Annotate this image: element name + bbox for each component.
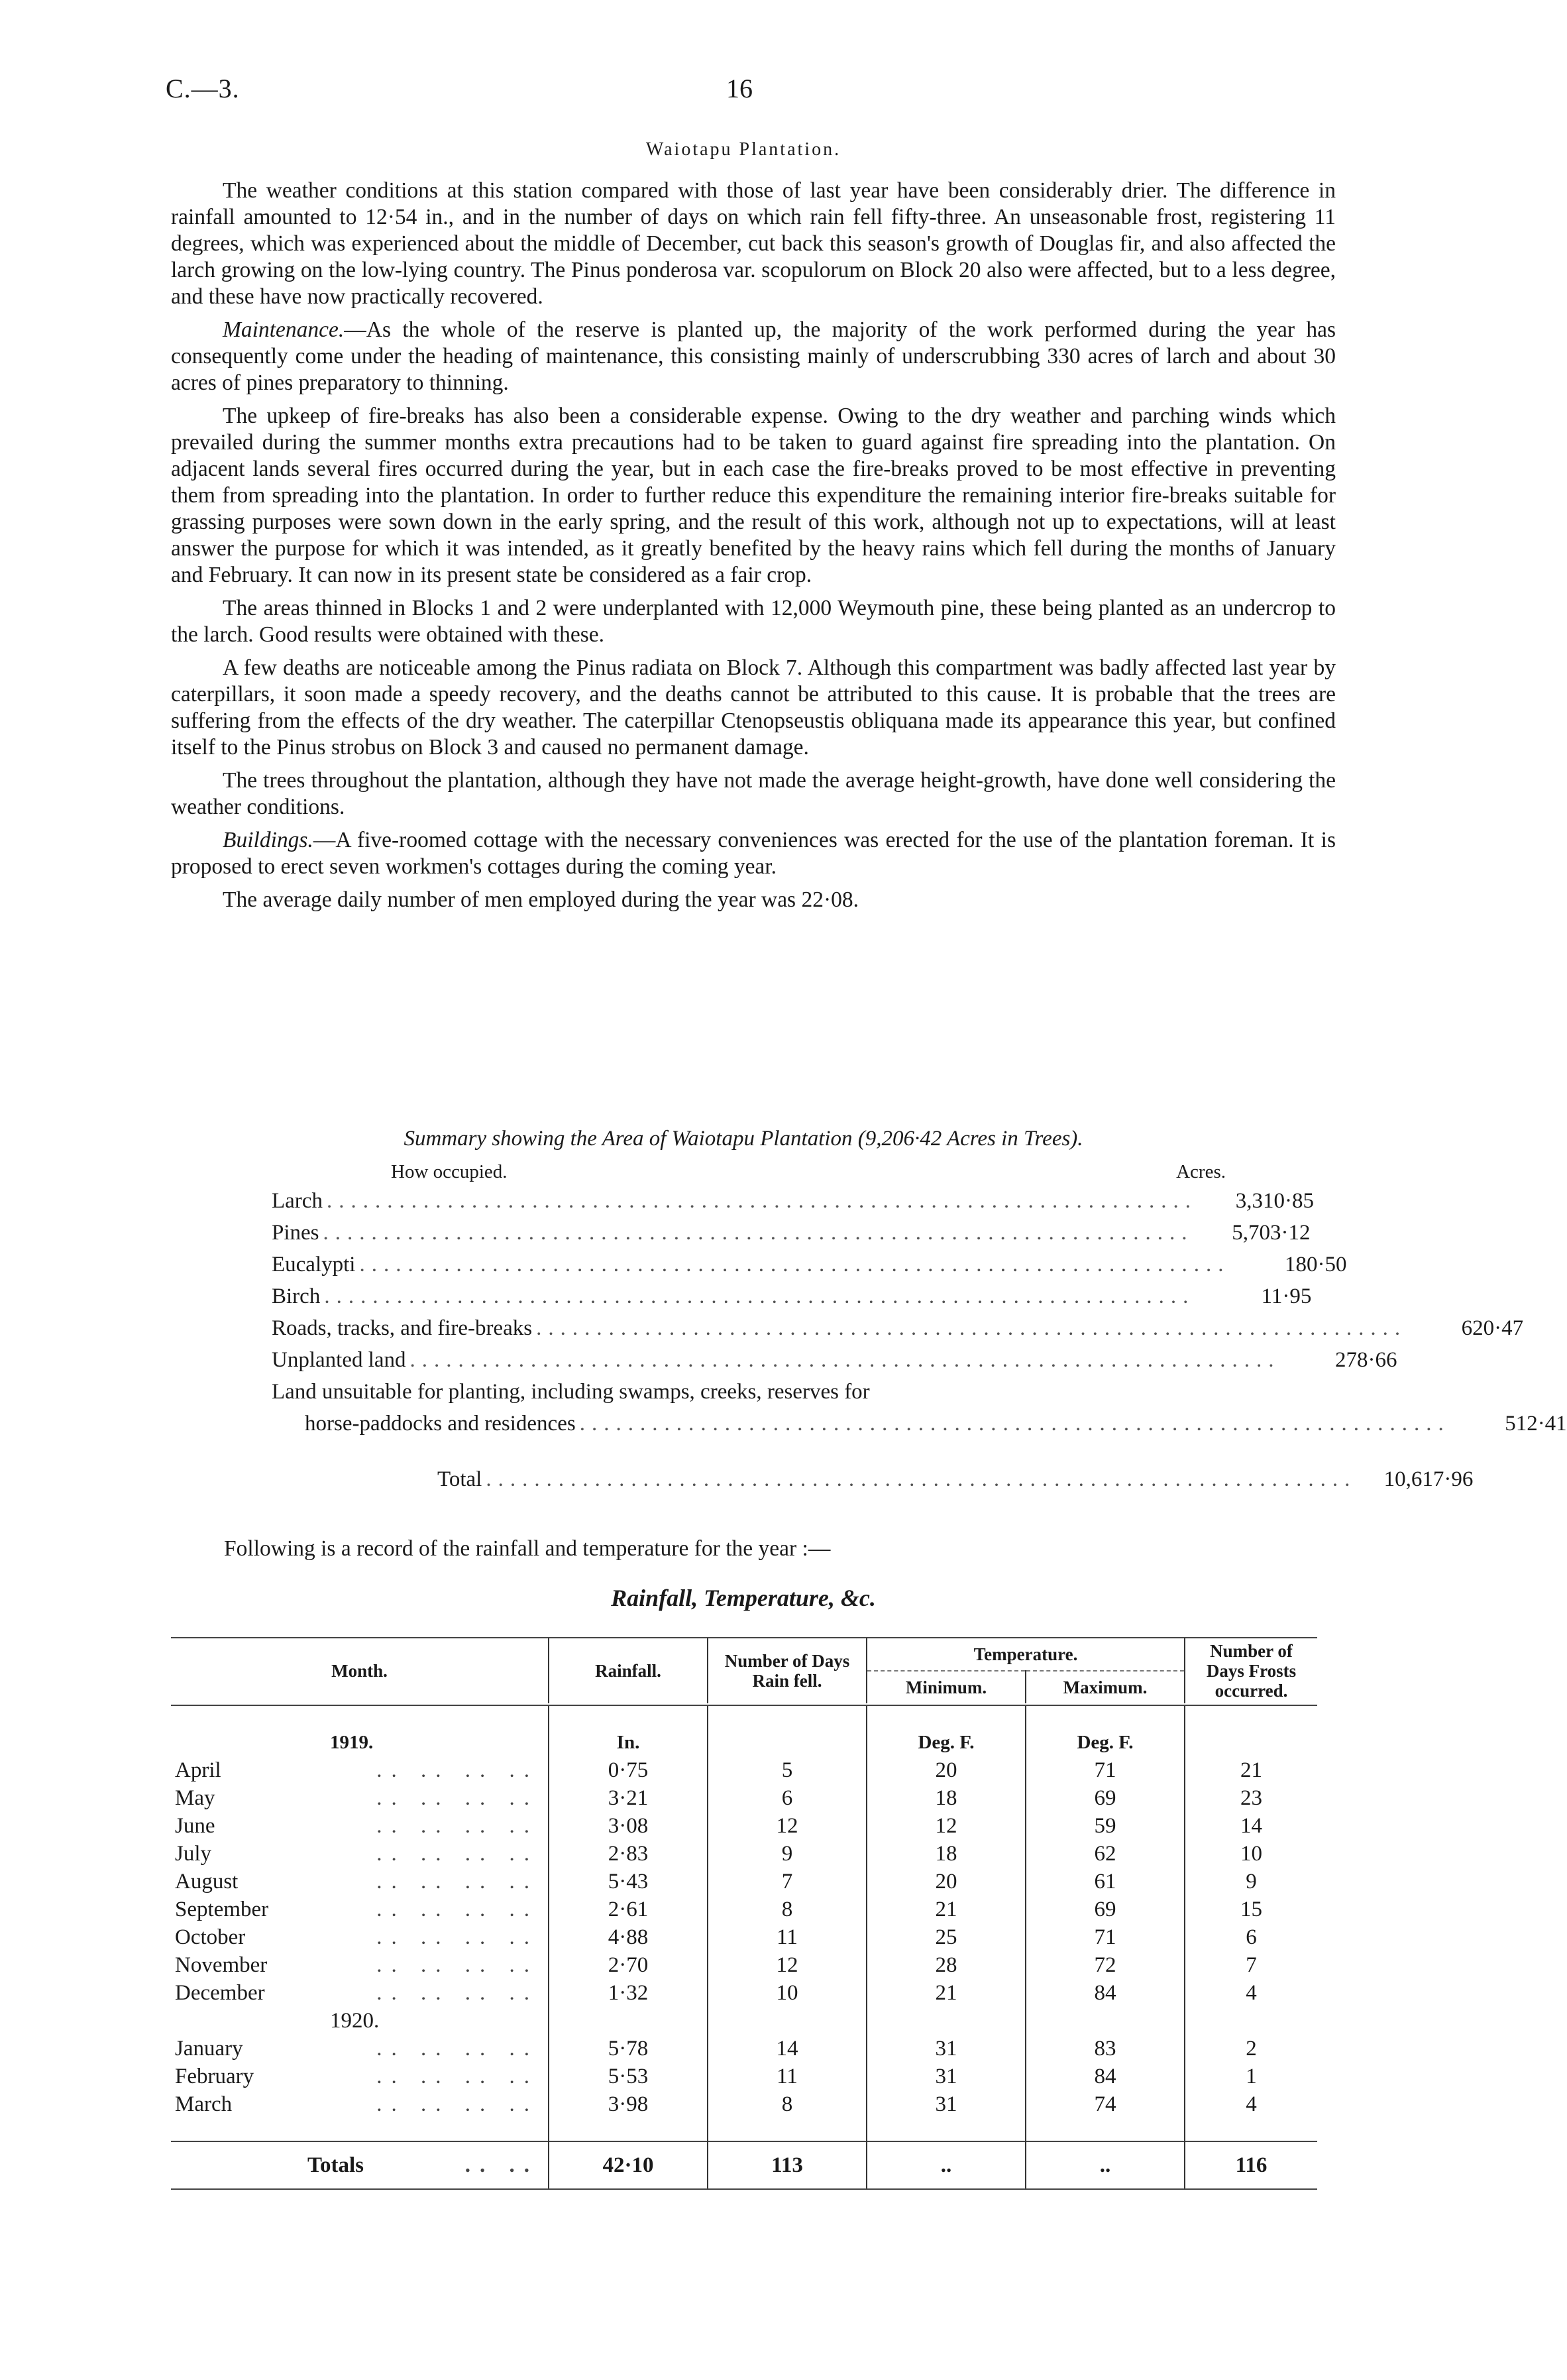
month-label: January (175, 2037, 243, 2061)
max-temp-cell: 61 (1026, 1868, 1185, 1896)
rain-days-cell: 14 (708, 2035, 867, 2063)
min-temp-header: Minimum. (867, 1671, 1026, 1703)
body-paragraph (171, 767, 1336, 821)
summary-row (272, 1312, 1524, 1344)
table-row (171, 1812, 1317, 1840)
total-frosts: 116 (1185, 2141, 1317, 2189)
max-temp-cell: 84 (1026, 1979, 1185, 2007)
min-temp-cell: 28 (867, 1951, 1026, 1979)
summary-row-value: 5,703·12 (1232, 1221, 1311, 1245)
paragraph-text: —A five-roomed cottage with the necessary conveniences was erected for the use of the plantation foreman. It is proposed to erect seven workmen's cottages during the coming year. (171, 828, 1336, 879)
summary-row-value: 3,310·85 (1235, 1189, 1314, 1213)
summary-row (272, 1249, 1347, 1280)
total-min: .. (867, 2141, 1026, 2189)
max-temp-cell: 71 (1026, 1756, 1185, 1784)
area-summary-table (272, 1159, 1567, 1495)
paragraph-text: The average daily number of men employed during the year was 22·08. (223, 887, 859, 912)
summary-row (272, 1217, 1311, 1249)
paragraph-lead: Maintenance. (223, 317, 345, 342)
summary-row-label: Birch (272, 1284, 321, 1308)
rainfall-cell: 2·61 (549, 1896, 708, 1923)
totals-label: Totals (307, 2153, 364, 2177)
body-paragraph (171, 595, 1336, 648)
max-temp-cell: 72 (1026, 1951, 1185, 1979)
leader-dots: .. .. .. .. (376, 1814, 539, 1838)
min-temp-cell: 31 (867, 2090, 1026, 2118)
table-row (171, 2063, 1317, 2090)
max-temp-cell: 84 (1026, 2063, 1185, 2090)
section-title: Waiotapu Plantation. (645, 139, 841, 160)
table-row (171, 1979, 1317, 2007)
frosts-cell: 7 (1185, 1951, 1317, 1979)
rainfall-cell: 5·78 (549, 2035, 708, 2063)
paragraph-text: The weather conditions at this station compared with those of last year have been considerably drier. The difference in rainfall amounted to 12·54 in., and in the number of days on which rain fell fifty-three. An unseasonable frost, registering 11 degrees, which was experienced about the middle of December, cut back this season's growth of Douglas fir, and also affected the larch growing on the low-lying country. The Pinus ponderosa var. scopulorum on Block 20 also were affected, but to a less degree, and these have now practically recovered. (171, 178, 1336, 309)
leader-dots: ........................................................................ (486, 1467, 1357, 1491)
paragraph-text: The upkeep of fire-breaks has also been a considerable expense. Owing to the dry weather and parching winds which prevailed during the summer months extra precautions had to be taken to guard against fire spreading into the plantation. On adjacent lands several fires occurred during the year, but in each case the fire-breaks proved to be most effective in preventing them from spreading into the plantation. In order to further reduce this expenditure the remaining interior fire-breaks suitable for grassing purposes were sown down in the early spring, and the result of this work, although not up to expectations, will at least answer the purpose for which it was intended, as it greatly benefited by the heavy rains which fell during the months of January and February. It can now in its present state be considered as a fair crop. (171, 404, 1336, 587)
leader-dots: .. .. .. .. (376, 2065, 539, 2088)
leader-dots: .. .. .. .. (376, 1758, 539, 1782)
body-paragraph (171, 403, 1336, 589)
body-paragraph (171, 317, 1336, 396)
total-max: .. (1026, 2141, 1185, 2189)
report-reference: C.—3. (166, 74, 240, 103)
summary-row-label: Pines (272, 1221, 319, 1245)
summary-row-label: Roads, tracks, and fire-breaks (272, 1316, 533, 1340)
summary-row (272, 1280, 1312, 1312)
summary-header (272, 1159, 1226, 1185)
paragraph-text: The areas thinned in Blocks 1 and 2 were underplanted with 12,000 Weymouth pine, these being planted as an undercrop to the larch. Good results were obtained with these. (171, 596, 1336, 647)
max-temp-cell: 69 (1026, 1784, 1185, 1812)
leader-dots: .. .. .. .. (376, 1842, 539, 1866)
frosts-cell: 2 (1185, 2035, 1317, 2063)
leader-dots: .. .. .. .. (376, 1786, 539, 1810)
rainfall-cell: 3·98 (549, 2090, 708, 2118)
summary-rows (272, 1185, 1524, 1376)
max-temp-cell: 71 (1026, 1923, 1185, 1951)
table-row (171, 2090, 1317, 2118)
summary-label-header: How occupied. (391, 1161, 508, 1182)
rainfall-unit: In. (549, 1728, 708, 1756)
leader-dots: ........................................................................ (536, 1316, 1407, 1340)
rain-days-cell: 7 (708, 1868, 867, 1896)
rain-days-cell: 11 (708, 2063, 867, 2090)
table-row (171, 1896, 1317, 1923)
summary-row-label: horse-paddocks and residences (305, 1412, 576, 1436)
max-temp-cell: 59 (1026, 1812, 1185, 1840)
summary-total-value: 10,617·96 (1383, 1467, 1474, 1491)
year-label: 1919. (330, 1732, 374, 1753)
summary-value-header: Acres. (1176, 1161, 1226, 1182)
frosts-cell: 21 (1185, 1756, 1317, 1784)
paragraph-lead: Buildings. (223, 828, 313, 852)
month-cell (171, 2035, 549, 2063)
month-label: May (175, 1786, 215, 1810)
month-header: Month. (171, 1638, 549, 1703)
max-temp-cell: 62 (1026, 1840, 1185, 1868)
month-label: October (175, 1925, 246, 1949)
summary-row-value: 180·50 (1284, 1253, 1347, 1276)
rain-days-cell: 5 (708, 1756, 867, 1784)
leader-dots: .. .. .. .. (376, 1981, 539, 2005)
temperature-header: Temperature. (867, 1638, 1185, 1671)
frosts-header: Number of Days Frosts occurred. (1185, 1638, 1317, 1703)
frosts-cell: 15 (1185, 1896, 1317, 1923)
page-number: 16 (726, 74, 753, 103)
leader-dots: .. .. .. .. (376, 1870, 539, 1894)
leader-dots: .. .. .. .. (376, 2037, 539, 2061)
rain-days-cell: 8 (708, 1896, 867, 1923)
leader-dots: ........................................................................ (324, 1284, 1195, 1308)
leader-dots: .. .. .. .. (376, 1925, 539, 1949)
month-label: June (175, 1814, 215, 1838)
rainfall-intro: Following is a record of the rainfall and temperature for the year :— (224, 1536, 831, 1561)
leader-dots: ........................................................................ (359, 1253, 1230, 1276)
summary-caption: Summary showing the Area of Waiotapu Plantation (9,206·42 Acres in Trees). (404, 1127, 1083, 1151)
max-unit: Deg. F. (1026, 1728, 1185, 1756)
total-rainfall: 42·10 (549, 2141, 708, 2189)
min-temp-cell: 20 (867, 1868, 1026, 1896)
summary-row (272, 1344, 1397, 1376)
rainfall-cell: 1·32 (549, 1979, 708, 2007)
report-body (171, 178, 1336, 913)
rain-days-header: Number of Days Rain fell. (708, 1638, 867, 1703)
rainfall-cell: 3·21 (549, 1784, 708, 1812)
summary-row (272, 1185, 1314, 1217)
rain-days-cell: 10 (708, 1979, 867, 2007)
paragraph-text: —As the whole of the reserve is planted up, the majority of the work performed during the year has consequently come under the heading of maintenance, this consisting mainly of underscrubbing 330 acres of larch and about 30 acres of pines preparatory to thinning. (171, 317, 1336, 395)
summary-row-value: 512·41 (1505, 1412, 1567, 1436)
body-paragraph (171, 827, 1336, 880)
month-label: December (175, 1981, 265, 2005)
rain-days-cell: 12 (708, 1951, 867, 1979)
month-cell (171, 1951, 549, 1979)
total-rain-days: 113 (708, 2141, 867, 2189)
summary-total-row (272, 1463, 1474, 1495)
totals-label-cell (171, 2141, 549, 2189)
rainfall-cell: 5·43 (549, 1868, 708, 1896)
table-row (171, 1840, 1317, 1868)
month-cell (171, 1812, 549, 1840)
frosts-cell: 4 (1185, 1979, 1317, 2007)
table-row (171, 1951, 1317, 1979)
month-cell (171, 1868, 549, 1896)
rain-days-cell: 6 (708, 1784, 867, 1812)
min-temp-cell: 12 (867, 1812, 1026, 1840)
summary-row-label: Unplanted land (272, 1348, 406, 1372)
leader-dots: .. .. .. .. (376, 2092, 539, 2116)
month-label: July (175, 1842, 212, 1866)
month-cell (171, 1979, 549, 2007)
body-paragraph (171, 178, 1336, 310)
frosts-cell: 23 (1185, 1784, 1317, 1812)
summary-row-value: 11·95 (1261, 1284, 1312, 1308)
min-temp-cell: 21 (867, 1896, 1026, 1923)
max-temp-cell: 74 (1026, 2090, 1185, 2118)
rainfall-cell: 5·53 (549, 2063, 708, 2090)
summary-total-label: Total (437, 1467, 482, 1491)
year-row (171, 2007, 1317, 2035)
min-temp-cell: 20 (867, 1756, 1026, 1784)
min-temp-cell: 31 (867, 2063, 1026, 2090)
min-temp-cell: 18 (867, 1840, 1026, 1868)
month-label: March (175, 2092, 233, 2116)
leader-dots: ........................................................................ (579, 1412, 1450, 1436)
month-cell (171, 1756, 549, 1784)
min-temp-cell: 31 (867, 2035, 1026, 2063)
body-paragraph (171, 655, 1336, 761)
table-row (171, 1756, 1317, 1784)
month-label: August (175, 1870, 239, 1894)
rain-days-cell: 8 (708, 2090, 867, 2118)
leader-dots: ........................................................................ (409, 1348, 1281, 1372)
month-label: November (175, 1953, 268, 1977)
month-cell (171, 2063, 549, 2090)
max-temp-cell: 69 (1026, 1896, 1185, 1923)
min-temp-cell: 18 (867, 1784, 1026, 1812)
rainfall-cell: 4·88 (549, 1923, 708, 1951)
min-unit: Deg. F. (867, 1728, 1026, 1756)
rain-days-cell: 9 (708, 1840, 867, 1868)
summary-row-value: 278·66 (1335, 1348, 1397, 1372)
month-label: April (175, 1758, 221, 1782)
month-cell (171, 1840, 549, 1868)
totals-row (171, 2141, 1317, 2189)
summary-row (272, 1376, 1226, 1408)
leader-dots: .. .. .. .. (376, 1898, 539, 1921)
min-temp-cell: 21 (867, 1979, 1026, 2007)
leader-dots: ........................................................................ (323, 1221, 1194, 1245)
month-cell (171, 1896, 549, 1923)
month-label: September (175, 1898, 269, 1921)
summary-row-value: 620·47 (1461, 1316, 1524, 1340)
frosts-cell: 14 (1185, 1812, 1317, 1840)
rainfall-header: Rainfall. (549, 1638, 708, 1703)
rain-days-cell: 12 (708, 1812, 867, 1840)
month-label: February (175, 2065, 254, 2088)
rainfall-cell: 2·70 (549, 1951, 708, 1979)
summary-row-label: Land unsuitable for planting, including swamps, creeks, reserves for (272, 1380, 870, 1404)
summary-row (272, 1408, 1567, 1440)
max-temp-header: Maximum. (1026, 1671, 1185, 1703)
frosts-cell: 10 (1185, 1840, 1317, 1868)
month-cell (171, 2090, 549, 2118)
frosts-cell: 6 (1185, 1923, 1317, 1951)
leader-dots: ........................................................................ (326, 1189, 1197, 1213)
summary-row-label: Larch (272, 1189, 323, 1213)
body-paragraph (171, 887, 1336, 913)
rainfall-table (171, 1637, 1317, 2190)
table-row (171, 1923, 1317, 1951)
paragraph-text: The trees throughout the plantation, although they have not made the average height-growth, have done well considering the weather conditions. (171, 768, 1336, 819)
min-temp-cell: 25 (867, 1923, 1026, 1951)
table-row (171, 1784, 1317, 1812)
year-label: 1920. (330, 2009, 380, 2033)
rain-days-cell: 11 (708, 1923, 867, 1951)
month-cell (171, 1784, 549, 1812)
table-row (171, 2035, 1317, 2063)
rainfall-cell: 2·83 (549, 1840, 708, 1868)
frosts-cell: 9 (1185, 1868, 1317, 1896)
table-row (171, 1868, 1317, 1896)
rainfall-cell: 0·75 (549, 1756, 708, 1784)
rainfall-cell: 3·08 (549, 1812, 708, 1840)
frosts-cell: 4 (1185, 2090, 1317, 2118)
max-temp-cell: 83 (1026, 2035, 1185, 2063)
leader-dots: .. .. (464, 2153, 539, 2177)
month-cell (171, 1923, 549, 1951)
frosts-cell: 1 (1185, 2063, 1317, 2090)
rainfall-caption: Rainfall, Temperature, &c. (611, 1585, 876, 1611)
summary-row-label: Eucalypti (272, 1253, 356, 1276)
paragraph-text: A few deaths are noticeable among the Pinus radiata on Block 7. Although this compartment was badly affected last year by caterpillars, it soon made a speedy recovery, and the deaths cannot be attributed to this cause. It is probable that the trees are suffering from the effects of the dry weather. The caterpillar Ctenopseustis obliquana made its appearance this year, but confined itself to the Pinus strobus on Block 3 and caused no permanent damage. (171, 655, 1336, 760)
leader-dots: .. .. .. .. (376, 1953, 539, 1977)
